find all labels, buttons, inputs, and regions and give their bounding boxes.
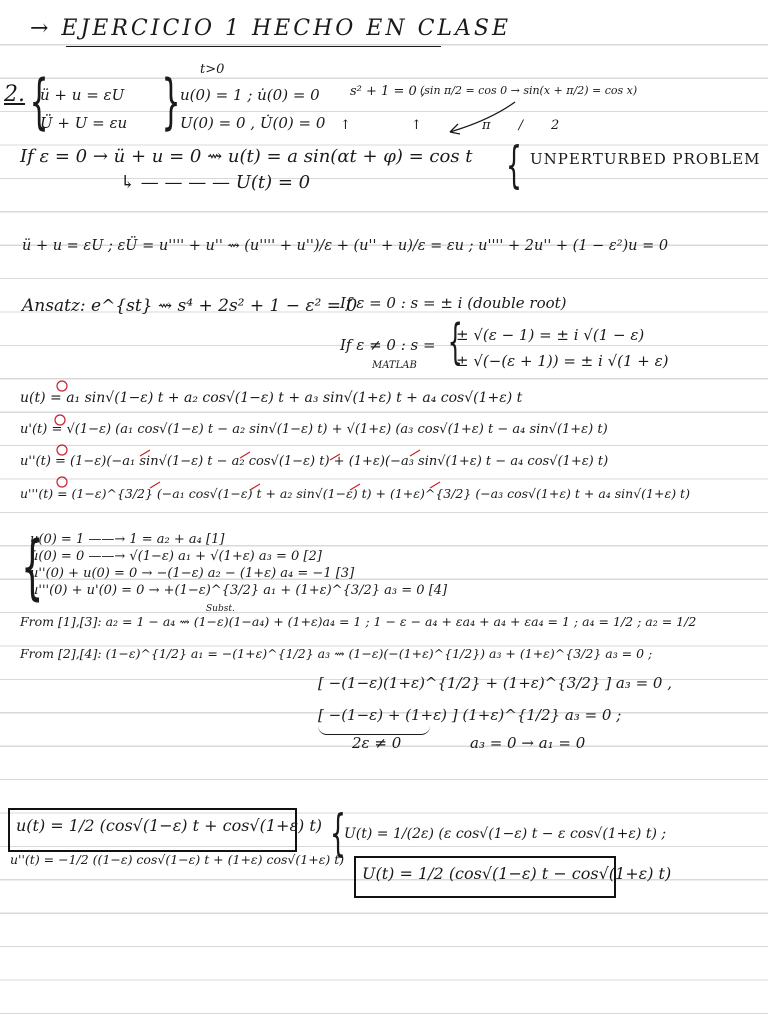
ansatz-case-nonzero: If ε ≠ 0 : s =: [340, 336, 436, 354]
ic-eq-1: u(0) = 1 ——→ 1 = a₂ + a₄ [1]: [30, 532, 225, 547]
derivative-u: u(t) = a₁ sin√(1−ε) t + a₂ cos√(1−ε) t + a₃ sin√(1+ε) t + a₄ cos√(1+ε) t: [20, 390, 523, 406]
matlab-note: MATLAB: [372, 360, 417, 371]
initial-condition-U: U(0) = 0 , U̇(0) = 0: [180, 114, 326, 132]
system-ic-brace: {: [21, 526, 44, 608]
result-U-final: U(t) = 1/2 (cos√(1−ε) t − cos√(1+ε) t): [362, 864, 672, 883]
equation-1: ü + u = εU: [40, 86, 125, 104]
title-underline: [66, 46, 441, 47]
solve-step-3: [ −(1−ε) + (1+ε) ] (1+ε)^{1/2} a₃ = 0 ;: [318, 706, 622, 724]
solve-step-2: [ −(1−ε)(1+ε)^{1/2} + (1+ε)^{3/2} ] a₃ = 0 ,: [318, 674, 673, 692]
derivative-u-third: u'''(t) = (1−ε)^{3/2} (−a₁ cos√(1−ε) t + a₂ sin√(1−ε) t) + (1+ε)^{3/2} (−a₃ cos√(1+ε) t + a₄ sin√(1+ε) t): [20, 486, 690, 501]
solve-from-1-3: From [1],[3]: a₂ = 1 − a₄ ⇝ (1−ε)(1−a₄) + (1+ε)a₄ = 1 ; 1 − ε − a₄ + εa₄ + a₄ + εa₄ = 1 ; a₄ = 1/2 ; a₂ = 1/2: [20, 614, 697, 629]
solve-step-4-result: a₃ = 0 → a₁ = 0: [470, 734, 586, 752]
page-title: → EJERCICIO 1 HECHO EN CLASE: [30, 16, 512, 41]
subst-label: Subst.: [206, 604, 235, 614]
result-u-second: u''(t) = −1/2 ((1−ε) cos√(1−ε) t + (1+ε) cos√(1+ε) t): [10, 852, 345, 867]
root-pair-2: ± √(−(ε + 1)) = ± i √(1 + ε): [456, 352, 669, 370]
result-u: u(t) = 1/2 (cos√(1−ε) t + cos√(1+ε) t): [16, 816, 323, 835]
initial-condition-u: u(0) = 1 ; u̇(0) = 0: [180, 86, 320, 104]
unperturbed-brace: {: [505, 136, 522, 194]
marks-annotation: ↑ ↑ π/2: [340, 118, 588, 133]
red-correction-marks: [50, 378, 570, 518]
ansatz-line: Ansatz: e^{st} ⇝ s⁴ + 2s² + 1 − ε² = 0: [22, 296, 358, 316]
solve-from-2-4: From [2],[4]: (1−ε)^{1/2} a₁ = −(1+ε)^{1/2} a₃ ⇝ (1−ε)(−(1+ε)^{1/2}) a₃ + (1+ε)^{3/2} a₃ = 0 ;: [20, 646, 653, 661]
time-condition: t>0: [200, 62, 225, 77]
ansatz-case-zero: If ε = 0 : s = ± i (double root): [340, 294, 567, 312]
trig-identity-note: (sin π/2 = cos 0 → sin(x + π/2) = cos x): [420, 84, 638, 97]
derivative-u-second: u''(t) = (1−ε)(−a₁ sin√(1−ε) t − a₂ cos√(1−ε) t) + (1+ε)(−a₃ sin√(1+ε) t − a₄ cos√(1+ε) t): [20, 454, 609, 469]
system-brace-right: }: [161, 67, 181, 137]
roots-brace: {: [447, 314, 463, 370]
annotation-arrow: [440, 100, 520, 140]
equation-2: Ü + U = εu: [40, 114, 128, 132]
result-U-intermediate: U(t) = 1/(2ε) (ε cos√(1−ε) t − ε cos√(1+ε) t) ;: [344, 826, 667, 842]
solve-step-4-nonzero: 2ε ≠ 0: [352, 734, 402, 752]
ic-eq-3: u''(0) + u(0) = 0 → −(1−ε) a₂ − (1+ε) a₄ = −1 [3]: [30, 566, 355, 581]
derivative-u-prime: u'(t) = √(1−ε) (a₁ cos√(1−ε) t − a₂ sin√(1−ε) t) + √(1+ε) (a₃ cos√(1+ε) t − a₄ sin√(1+ε) t): [20, 422, 608, 437]
ic-eq-4: u'''(0) + u'(0) = 0 → +(1−ε)^{3/2} a₁ + (1+ε)^{3/2} a₃ = 0 [4]: [30, 583, 448, 598]
unperturbed-line-2: ↳ — — — — U(t) = 0: [120, 172, 311, 193]
unperturbed-label: UNPERTURBED PROBLEM: [530, 150, 761, 168]
characteristic-note: s² + 1 = 0 ,: [350, 84, 426, 99]
combined-equation: ü + u = εU ; εÜ = u'''' + u'' ⇝ (u'''' + u'')/ε + (u'' + u)/ε = εu ; u'''' + 2u'' + (1 − ε²)u = 0: [22, 238, 669, 254]
system-brace-left: {: [29, 67, 49, 137]
root-pair-1: ± √(ε − 1) = ± i √(1 − ε): [456, 326, 645, 344]
ic-eq-2: u̇(0) = 0 ——→ √(1−ε) a₁ + √(1+ε) a₃ = 0 [2]: [30, 549, 322, 564]
problem-number: 2.: [4, 82, 25, 107]
result-brace: {: [329, 804, 346, 862]
unperturbed-line-1: If ε = 0 → ü + u = 0 ⇝ u(t) = a sin(αt + φ) = cos t: [20, 146, 473, 167]
